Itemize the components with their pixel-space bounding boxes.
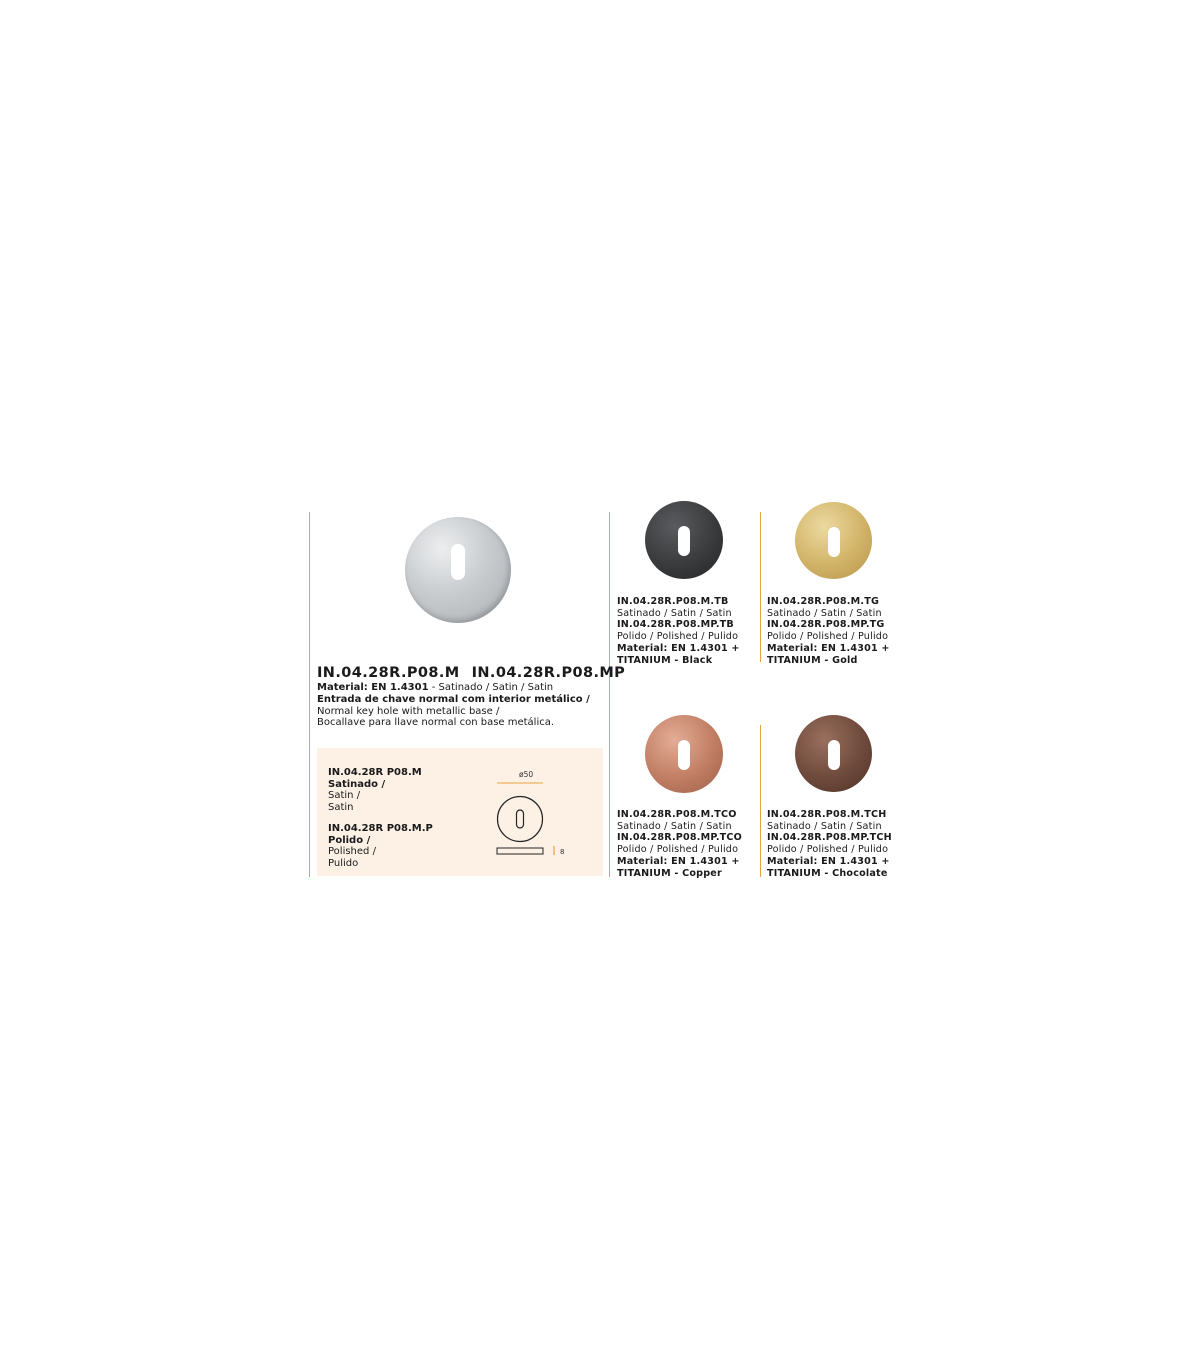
- chocolate-rose-image: [795, 715, 872, 792]
- spec-item2-finish-pt: Polido /: [328, 834, 371, 846]
- finish-line: - Satinado / Satin / Satin: [428, 682, 554, 693]
- keyhole-icon: [828, 740, 840, 770]
- variant-black-polished-line: Polido / Polished / Pulido: [617, 631, 739, 643]
- spec-item1-finish-en: Satin /: [328, 790, 361, 802]
- variant-chocolate-material: Material: EN 1.4301 +: [767, 855, 890, 867]
- product-code-polished: IN.04.28R.P08.MP: [471, 665, 626, 681]
- variant-chocolate-titanium: TITANIUM - Chocolate: [767, 867, 888, 879]
- variant-gold-code-satin: IN.04.28R.P08.M.TG: [767, 596, 880, 607]
- keyhole-icon: [678, 526, 690, 556]
- keyhole-outline: [517, 810, 524, 828]
- main-product-title: [317, 665, 637, 681]
- variant-chocolate-code-satin: IN.04.28R.P08.M.TCH: [767, 809, 887, 820]
- variant-black-satin-line: Satinado / Satin / Satin: [617, 607, 732, 619]
- stainless-rose-image: [405, 517, 511, 623]
- divider-left: [309, 512, 310, 877]
- profile-outline: [497, 848, 543, 854]
- keyhole-icon: [451, 544, 465, 580]
- spec-item2-finish-en: Polished /: [328, 846, 376, 858]
- keyhole-icon: [678, 740, 690, 770]
- variant-copper-polished-line: Polido / Polished / Pulido: [617, 844, 739, 856]
- main-description: [317, 682, 607, 729]
- copper-rose-image: [645, 715, 723, 793]
- keyhole-icon: [828, 527, 840, 557]
- divider-right-bottom: [760, 725, 761, 877]
- variant-chocolate-polished-line: Polido / Polished / Pulido: [767, 844, 889, 856]
- divider-right-top: [760, 512, 761, 662]
- variant-gold-titanium: TITANIUM - Gold: [767, 654, 858, 666]
- description-pt: Entrada de chave normal com interior metálico /: [317, 693, 590, 705]
- variant-chocolate-code-polished: IN.04.28R.P08.MP.TCH: [767, 832, 892, 844]
- diameter-label: ø50: [519, 770, 534, 779]
- description-en: Normal key hole with metallic base /: [317, 705, 500, 717]
- spec-box: [317, 748, 603, 876]
- variant-gold-satin-line: Satinado / Satin / Satin: [767, 607, 882, 619]
- thickness-label: 8: [560, 848, 565, 856]
- variant-copper-satin-line: Satinado / Satin / Satin: [617, 820, 732, 832]
- variant-gold-material: Material: EN 1.4301 +: [767, 642, 890, 654]
- gold-rose-image: [795, 502, 872, 579]
- variant-black-code-satin: IN.04.28R.P08.M.TB: [617, 596, 729, 607]
- product-code-satin: IN.04.28R.P08.M: [317, 665, 460, 681]
- spec-item2-code: IN.04.28R P08.M.P: [328, 823, 433, 834]
- spec-item-satin: [328, 767, 422, 813]
- variant-copper-code-satin: IN.04.28R.P08.M.TCO: [617, 809, 737, 820]
- divider-middle: [609, 512, 610, 877]
- variant-chocolate-satin-line: Satinado / Satin / Satin: [767, 820, 882, 832]
- variant-black-code-polished: IN.04.28R.P08.MP.TB: [617, 619, 734, 631]
- variant-copper-code-polished: IN.04.28R.P08.MP.TCO: [617, 832, 743, 844]
- variant-black-titanium: TITANIUM - Black: [617, 654, 713, 666]
- variant-copper-titanium: TITANIUM - Copper: [617, 867, 722, 879]
- spec-item2-finish-es: Pulido: [328, 857, 359, 869]
- variant-black-material: Material: EN 1.4301 +: [617, 642, 740, 654]
- spec-item1-finish-es: Satin: [328, 801, 354, 813]
- rose-outline: [498, 797, 543, 842]
- spec-item-polished: [328, 823, 433, 869]
- variant-copper-material: Material: EN 1.4301 +: [617, 855, 740, 867]
- variant-gold-polished-line: Polido / Polished / Pulido: [767, 631, 889, 643]
- variant-gold-code-polished: IN.04.28R.P08.MP.TG: [767, 619, 885, 631]
- spec-item1-finish-pt: Satinado /: [328, 778, 386, 790]
- description-es: Bocallave para llave normal con base metálica.: [317, 717, 555, 729]
- technical-drawing: [487, 762, 587, 872]
- material-label: Material: EN 1.4301: [317, 682, 429, 693]
- black-rose-image: [645, 501, 723, 579]
- spec-item1-code: IN.04.28R P08.M: [328, 767, 422, 778]
